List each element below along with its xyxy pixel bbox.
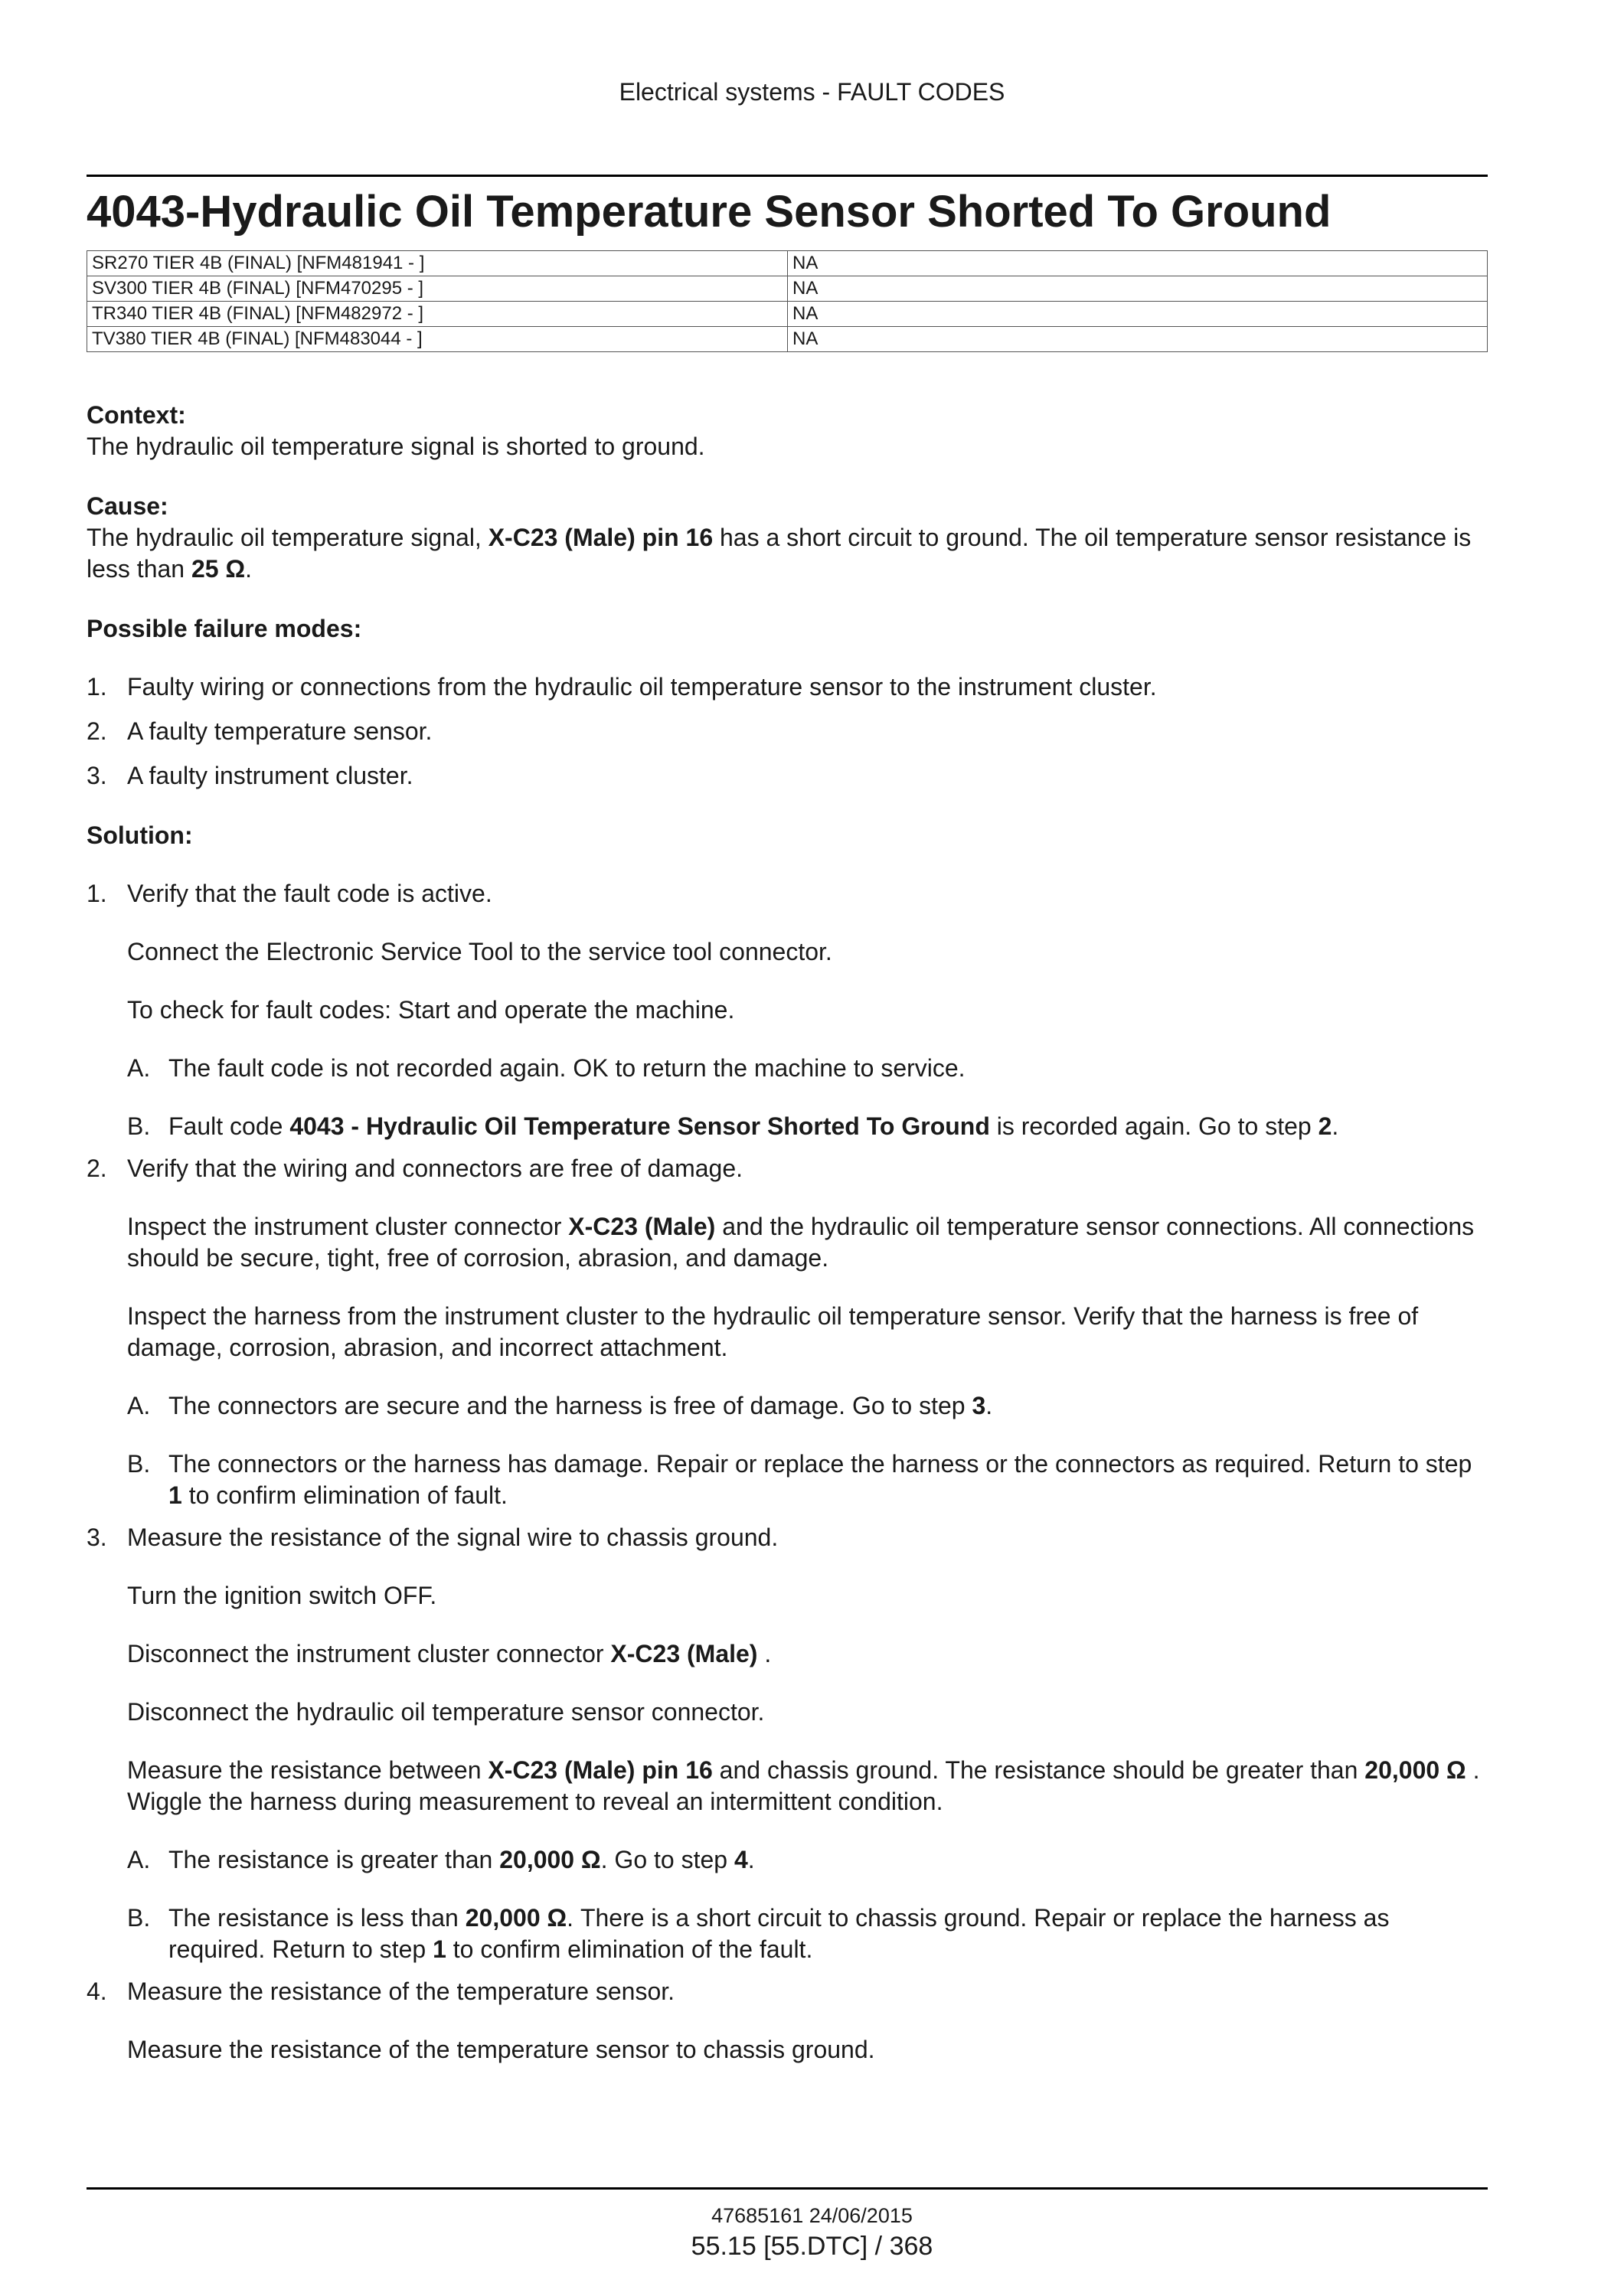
- value-cell: NA: [788, 302, 1488, 327]
- solution-heading: Solution:: [87, 821, 193, 849]
- failure-modes-list: [87, 671, 1488, 792]
- running-header: Electrical systems - FAULT CODES: [619, 78, 1005, 106]
- solution-step-2: 2. Verify that the wiring and connectors are free of damage. Inspect the instrument cluster connector X-C23 (Male) and the hydraulic oil temperature sensor connections. All connections should be secure, tight, free of corrosion, abrasion, and damage. Inspect the harness from the instrument cluster to the hydraulic oil temperature sensor. Verify that the harness is free of damage, corrosion, abrasion, and incorrect attachment. A. The connectors are secure and the harness is free of damage. Go to step 3. B. The connectors or the harness has damage. Repair or replace the harness or the connectors as required. Return to step 1 to confirm elimination of fault.: [87, 1153, 1488, 1511]
- context-heading: Context:: [87, 401, 186, 429]
- model-cell: TV380 TIER 4B (FINAL) [NFM483044 - ]: [87, 327, 788, 352]
- table-row: [87, 276, 1488, 302]
- model-applicability-table: [87, 250, 1488, 352]
- step-option: A. The connectors are secure and the harness is free of damage. Go to step 3.: [127, 1392, 993, 1419]
- step-option: B. Fault code 4043 - Hydraulic Oil Temperature Sensor Shorted To Ground is recorded again. Go to step 2.: [127, 1112, 1339, 1140]
- solution-step-3: 3. Measure the resistance of the signal wire to chassis ground. Turn the ignition switch OFF. Disconnect the instrument cluster connector X-C23 (Male) . Disconnect the hydraulic oil temperature sensor connector. Measure the resistance between X-C23 (Male) pin 16 and chassis ground. The resistance should be greater than 20,000 Ω . Wiggle the harness during measurement to reveal an intermittent condition. A. The resistance is greater than 20,000 Ω. Go to step 4. B. The resistance is less than 20,000 Ω. There is a short circuit to chassis ground. Repair or replace the harness as required. Return to step 1 to confirm elimination of the fault.: [87, 1522, 1488, 1965]
- list-item: 1. Faulty wiring or connections from the hydraulic oil temperature sensor to the instrument cluster.: [87, 673, 1157, 701]
- title-rule: [87, 175, 1488, 177]
- value-cell: NA: [788, 327, 1488, 352]
- footer-page-reference: 55.15 [55.DTC] / 368: [691, 2232, 933, 2261]
- model-cell: SR270 TIER 4B (FINAL) [NFM481941 - ]: [87, 251, 788, 276]
- table-row: [87, 251, 1488, 276]
- model-cell: SV300 TIER 4B (FINAL) [NFM470295 - ]: [87, 276, 788, 302]
- value-cell: NA: [788, 251, 1488, 276]
- value-cell: NA: [788, 276, 1488, 302]
- step-option: B. The resistance is less than 20,000 Ω. There is a short circuit to chassis ground. Repair or replace the harness as required. Return to step 1 to confirm elimination of the fault.: [127, 1904, 1390, 1963]
- step-option: B. The connectors or the harness has damage. Repair or replace the harness or the connectors as required. Return to step 1 to confirm elimination of fault.: [127, 1450, 1472, 1509]
- footer-rule: [87, 2187, 1488, 2190]
- table-row: [87, 327, 1488, 352]
- model-cell: TR340 TIER 4B (FINAL) [NFM482972 - ]: [87, 302, 788, 327]
- list-item: 2. A faulty temperature sensor.: [87, 717, 433, 745]
- fault-code-title: 4043-Hydraulic Oil Temperature Sensor Shorted To Ground: [87, 187, 1332, 237]
- cause-text: The hydraulic oil temperature signal, X-C23 (Male) pin 16 has a short circuit to ground. The oil temperature sensor resistance is less than 25 Ω.: [87, 524, 1472, 583]
- solution-step-4: 4. Measure the resistance of the temperature sensor. Measure the resistance of the temperature sensor to chassis ground.: [87, 1978, 875, 2063]
- failure-modes-heading: Possible failure modes:: [87, 615, 362, 642]
- step-option: A. The resistance is greater than 20,000 Ω. Go to step 4.: [127, 1846, 755, 1873]
- cause-heading: Cause:: [87, 492, 168, 520]
- context-text: The hydraulic oil temperature signal is shorted to ground.: [87, 433, 705, 460]
- solution-steps: [87, 878, 1488, 2066]
- solution-step-1: 1. Verify that the fault code is active. Connect the Electronic Service Tool to the service tool connector. To check for fault codes: Start and operate the machine. A. The fault code is not recorded again. OK to return the machine to service. B. Fault code 4043 - Hydraulic Oil Temperature Sensor Shorted To Ground is recorded again. Go to step 2.: [87, 878, 1488, 1142]
- step-option: A. The fault code is not recorded again. OK to return the machine to service.: [127, 1054, 966, 1082]
- table-row: [87, 302, 1488, 327]
- page-content: [87, 175, 1488, 2076]
- list-item: 3. A faulty instrument cluster.: [87, 762, 413, 789]
- footer-document-reference: 47685161 24/06/2015: [711, 2204, 913, 2227]
